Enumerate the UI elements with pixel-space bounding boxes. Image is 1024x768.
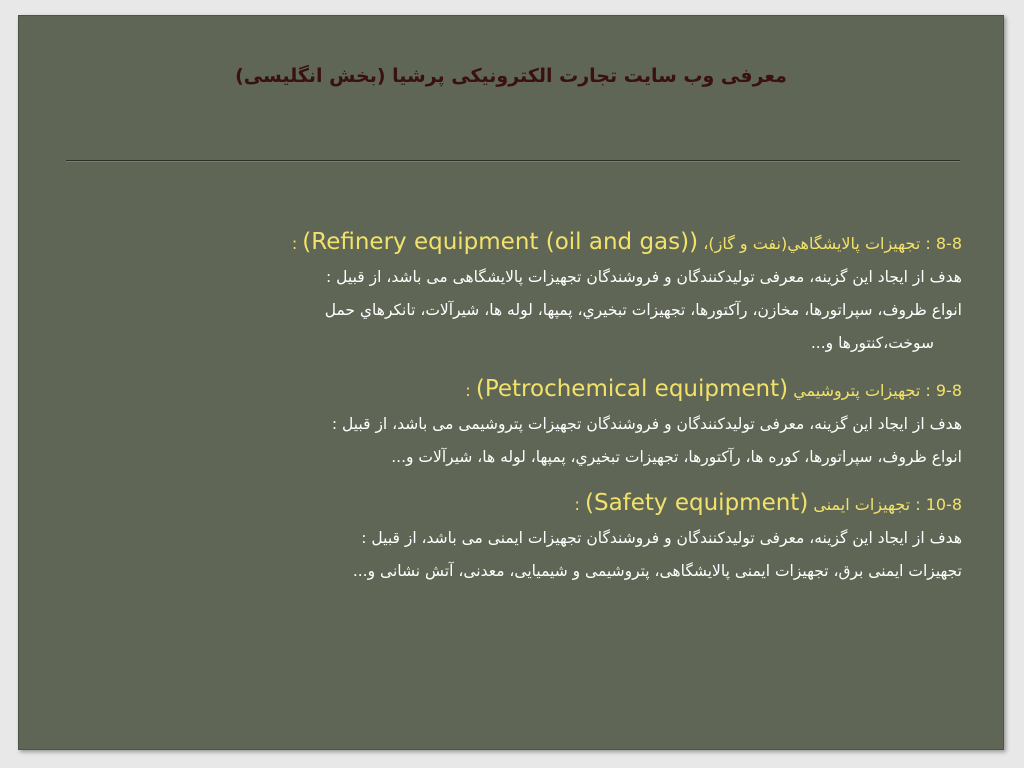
body-line: سوخت،کنتورها و... [810,334,934,352]
slide-title: معرفی وب سایت تجارت الکترونیکی پرشیا (بخش انگلیسی) [235,65,787,87]
section-suffix: : [291,234,298,253]
body-line: هدف از ایجاد این گزینه، معرفی تولیدکنندگان و فروشندگان تجهیزات پالایشگاهی می باشد، از قبیل : [326,268,962,286]
section-heading [118,486,962,522]
section-heading [118,225,962,261]
section-safety [118,486,962,588]
section-label-en: (Refinery equipment (oil and gas)) [302,229,699,255]
section-heading [118,372,962,408]
section-label-fa: تجهيزات پتروشيمي [793,381,921,400]
section-refinery [118,225,962,360]
section-label-en: (Safety equipment) [585,490,809,516]
body-line: هدف از ایجاد این گزینه، معرفی تولیدکنندگان و فروشندگان تجهیزات ایمنی می باشد، از قبیل : [361,529,962,547]
slide-content [118,225,962,600]
body-line: انواع ظروف، سپراتورها، مخازن، رآکتورها، تجهيزات تبخيري، پمپها، لوله ها، شيرآلات، تانکرهاي حمل [324,301,962,319]
title-divider [66,160,960,162]
section-number: 8-8 : [925,234,962,253]
body-line: تجهیزات ایمنی برق، تجهیزات ایمنی پالایشگاهی، پتروشیمی و شیمیایی، معدنی، آتش نشانی و... [352,562,962,580]
section-label-en: (Petrochemical equipment) [475,376,789,402]
section-suffix: : [574,495,580,514]
section-number: 9-8 : [925,381,962,400]
body-line: انواع ظروف، سپراتورها، کوره ها، رآکتورها، تجهيزات تبخيري، پمپها، لوله ها، شيرآلات و... [391,448,962,466]
slide [18,15,1004,750]
section-label-fa: تجهيزات پالايشگاهي(نفت و گاز)، [703,234,921,253]
section-label-fa: تجهیزات ایمنی [813,495,911,514]
body-line: هدف از ایجاد این گزینه، معرفی تولیدکنندگان و فروشندگان تجهیزات پتروشیمی می باشد، از قبیل : [331,415,962,433]
section-number: 10-8 : [915,495,962,514]
section-petrochemical [118,372,962,474]
section-suffix: : [465,381,471,400]
